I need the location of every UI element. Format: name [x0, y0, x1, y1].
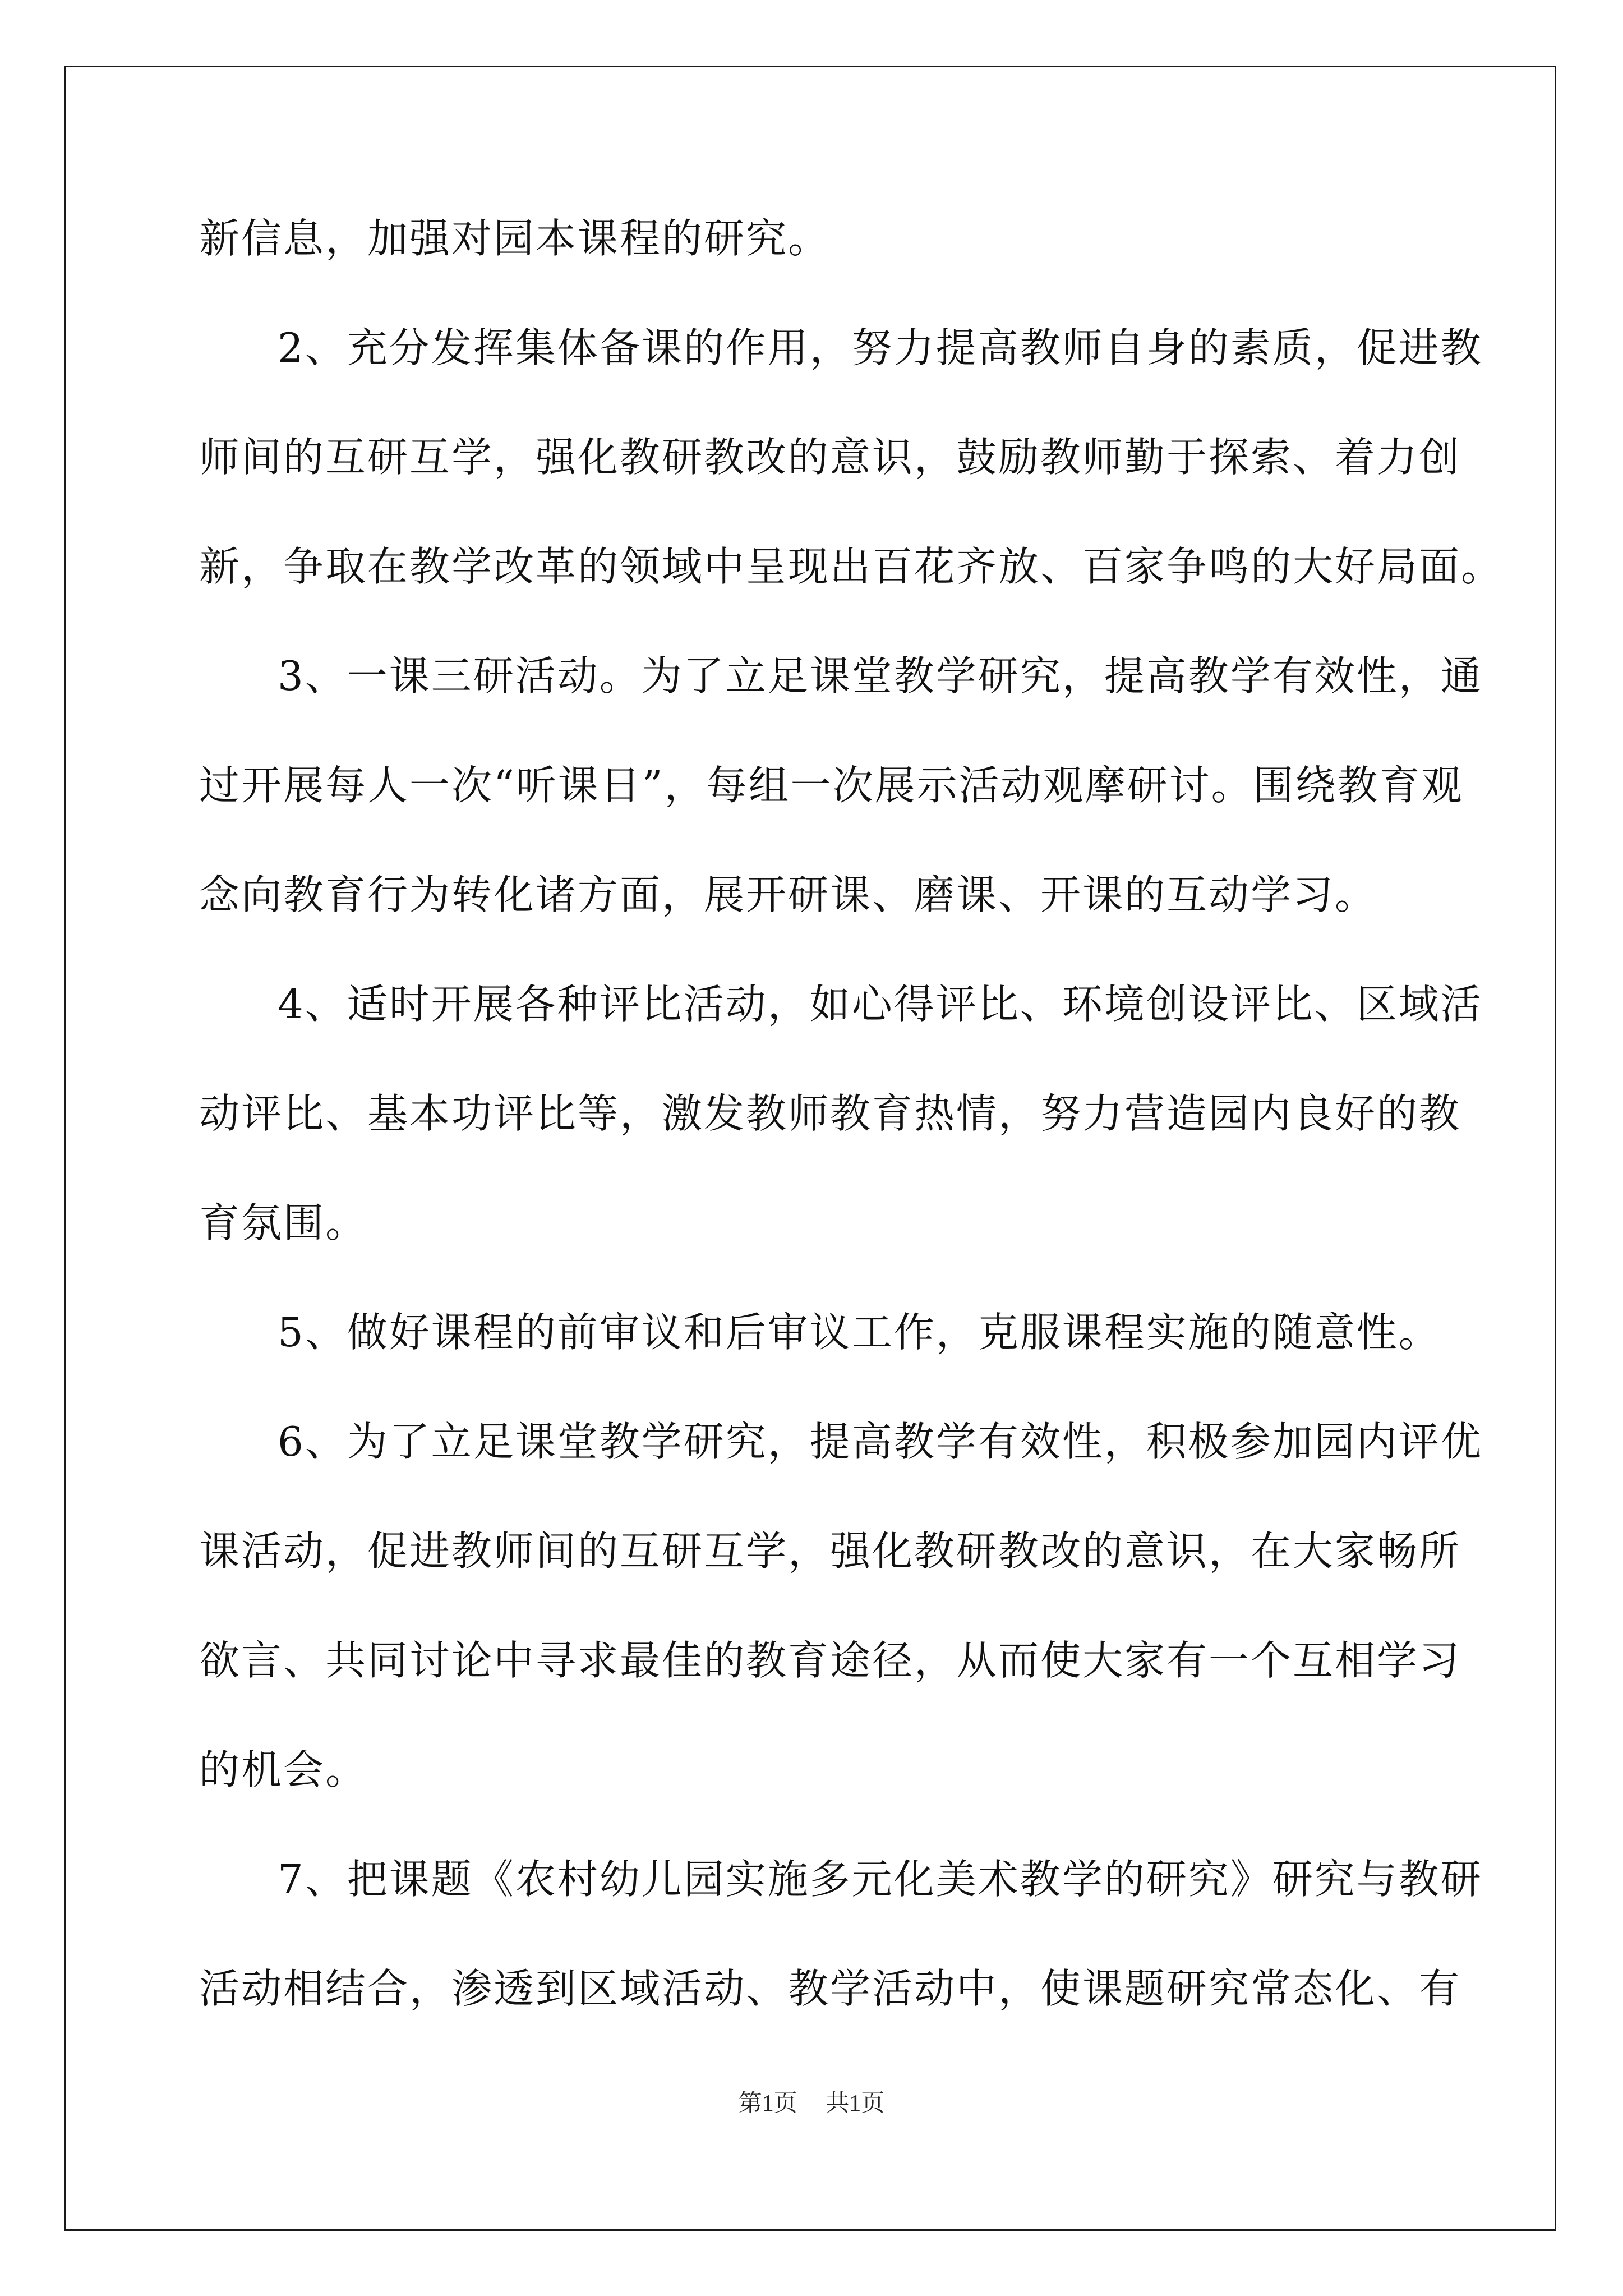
text-line: 动评比、基本功评比等，激发教师教育热情，努力营造园内良好的教 — [199, 1090, 1461, 1137]
paragraph-4-start: 4、适时开展各种评比活动，如心得评比、环境创设评比、区域活 — [278, 981, 1483, 1028]
text-line: 新，争取在教学改革的领域中呈现出百花齐放、百家争鸣的大好局面。 — [199, 543, 1504, 590]
text-line: 欲言、共同讨论中寻求最佳的教育途径，从而使大家有一个互相学习 — [199, 1637, 1461, 1684]
text-line: 新信息，加强对园本课程的研究。 — [199, 215, 831, 262]
paragraph-7-start: 7、把课题《农村幼儿园实施多元化美术教学的研究》研究与教研 — [278, 1856, 1483, 1903]
page-number-total: 共1页 — [826, 2091, 885, 2116]
text-line: 活动相结合，渗透到区域活动、教学活动中，使课题研究常态化、有 — [199, 1965, 1461, 2012]
text-line: 课活动，促进教师间的互研互学，强化教研教改的意识，在大家畅所 — [199, 1527, 1461, 1575]
paragraph-2-start: 2、充分发挥集体备课的作用，努力提高教师自身的素质，促进教 — [278, 324, 1483, 371]
text-line: 的机会。 — [199, 1746, 368, 1793]
paragraph-3-start: 3、一课三研活动。为了立足课堂教学研究，提高教学有效性，通 — [278, 652, 1483, 700]
paragraph-5-start: 5、做好课程的前审议和后审议工作，克服课程实施的随意性。 — [278, 1309, 1441, 1356]
page-footer — [0, 2087, 1623, 2120]
text-line: 育氛围。 — [199, 1199, 368, 1246]
paragraph-6-start: 6、为了立足课堂教学研究，提高教学有效性，积极参加园内评优 — [278, 1418, 1483, 1465]
text-line: 过开展每人一次“听课日”，每组一次展示活动观摩研讨。围绕教育观 — [199, 762, 1464, 809]
text-line: 师间的互研互学，强化教研教改的意识，鼓励教师勤于探索、着力创 — [199, 434, 1461, 481]
page-number-current: 第1页 — [738, 2091, 797, 2116]
text-line: 念向教育行为转化诸方面，展开研课、磨课、开课的互动学习。 — [199, 871, 1377, 918]
